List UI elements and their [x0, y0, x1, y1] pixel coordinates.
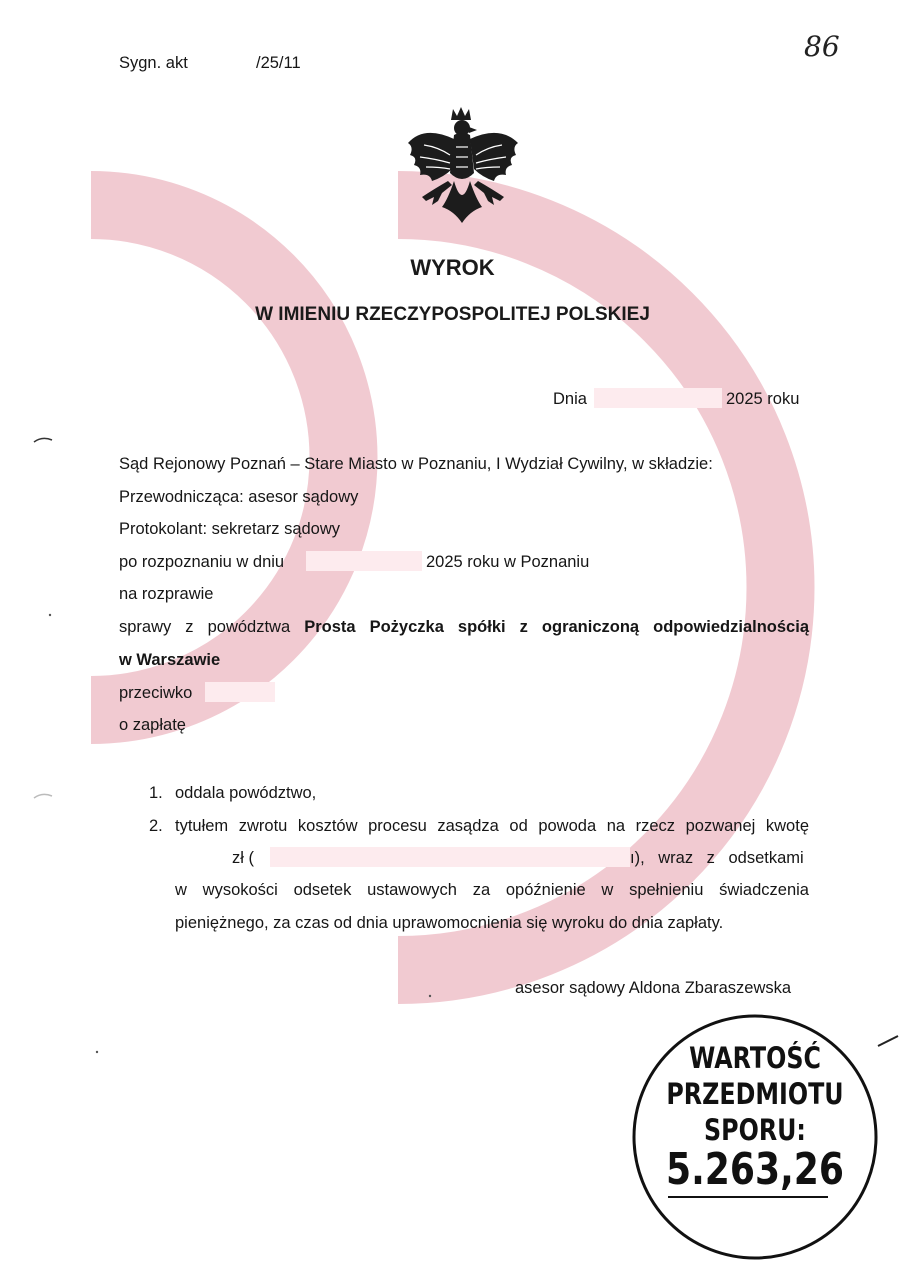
judgment-subtitle: W IMIENIU RZECZYPOSPOLITEJ POLSKIEJ	[255, 304, 650, 325]
ruling-item-1-number: 1.	[149, 784, 163, 802]
court-line: Sąd Rejonowy Poznań – Stare Miasto w Poznaniu, I Wydział Cywilny, w składzie:	[119, 455, 713, 473]
subject-line: o zapłatę	[119, 716, 186, 734]
stamp-line-3: SPORU:	[704, 1113, 806, 1147]
chair-line: Przewodnicząca: asesor sądowy	[119, 488, 359, 506]
session-line: na rozprawie	[119, 585, 214, 603]
ruling-item-2-number: 2.	[149, 817, 163, 835]
clerk-line: Protokolant: sekretarz sądowy	[119, 520, 341, 538]
judge-signature: asesor sądowy Aldona Zbaraszewska	[515, 979, 792, 997]
plaintiff-name: Prosta Pożyczka spółki z ograniczoną odpowiedzialnością	[304, 618, 809, 636]
page-number-text: 86	[804, 30, 840, 63]
against-line: przeciwko	[119, 684, 193, 702]
ruling-item-2-line-4: pieniężnego, za czas od dnia uprawomocnienia się wyroku do dnia zapłaty.	[175, 914, 724, 932]
date-prefix: Dnia	[553, 390, 587, 408]
plaintiff-location: w Warszawie	[119, 651, 221, 669]
ruling-item-2-line-1: tytułem zwrotu kosztów procesu zasądza od powoda na rzecz pozwanej kwotę	[175, 817, 809, 835]
judgment-title: WYROK	[410, 255, 495, 280]
ruling-item-2-currency: zł (	[232, 849, 254, 867]
ruling-item-2-line-2-rest: ı), wraz z odsetkami	[630, 849, 804, 867]
case-signature-value: /25/11	[256, 54, 301, 72]
stamp-line-1: WARTOŚĆ	[689, 1041, 821, 1075]
ruling-item-2-line-3: w wysokości odsetek ustawowych za opóźnienie w spełnieniu świadczenia	[175, 881, 809, 899]
stamp-line-2: PRZEDMIOTU	[666, 1077, 844, 1111]
case-prefix: sprawy z powództwa	[119, 618, 291, 636]
claim-value-stamp	[630, 1012, 880, 1262]
case-signature-label: Sygn. akt	[119, 54, 188, 72]
date-suffix: 2025 roku	[726, 390, 800, 408]
stamp-value: 5.263,26	[665, 1144, 845, 1195]
hearing-prefix: po rozpoznaniu w dniu	[119, 553, 285, 571]
hearing-suffix: 2025 roku w Poznaniu	[426, 553, 590, 571]
ruling-item-1-text: oddala powództwo,	[175, 784, 317, 802]
